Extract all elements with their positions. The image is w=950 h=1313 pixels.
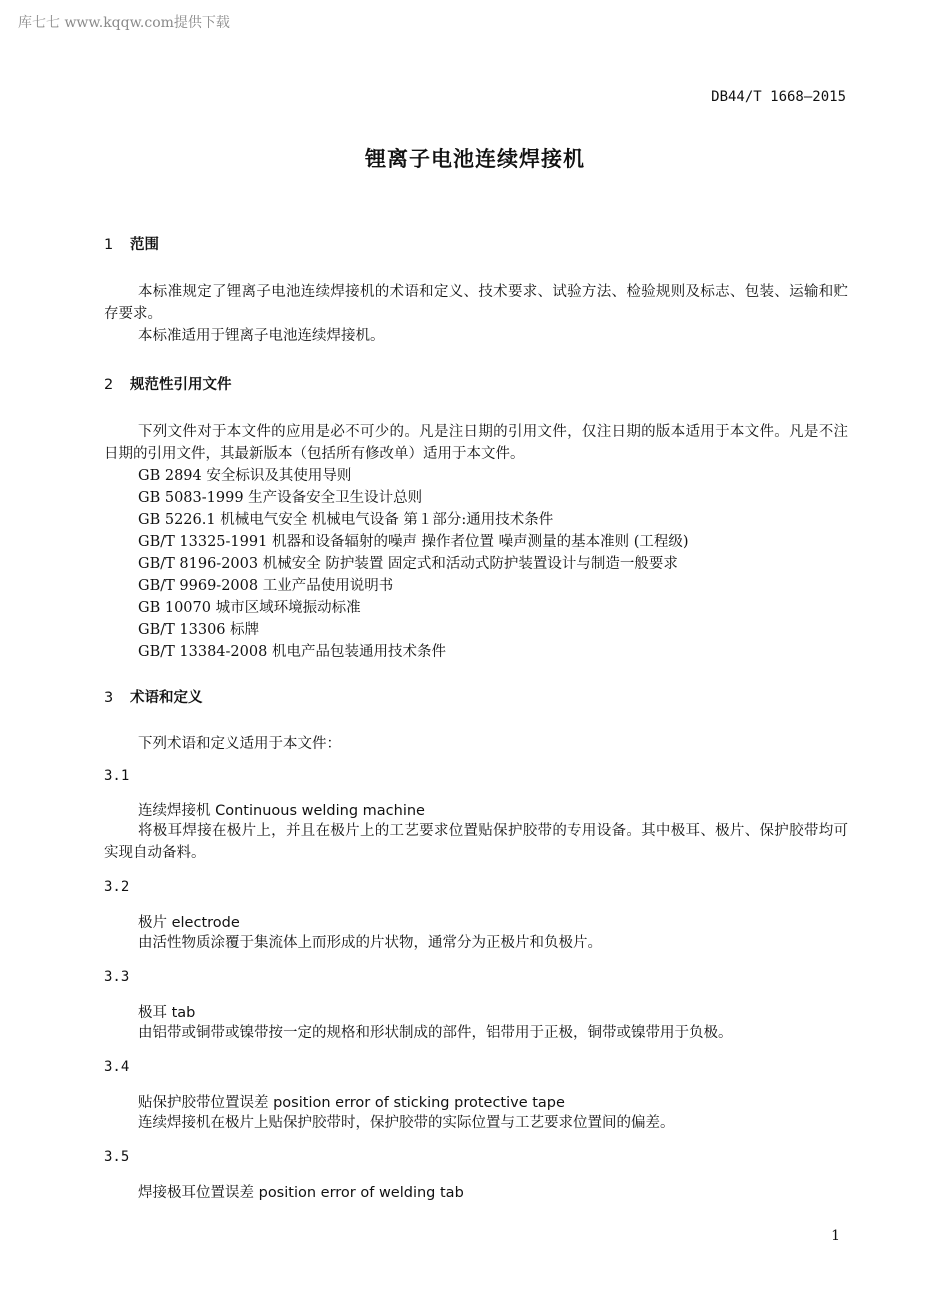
section-1-paragraph-1: 本标准规定了锂离子电池连续焊接机的术语和定义、技术要求、试验方法、检验规则及标志、包装、运输和贮存要求。 (104, 284, 848, 322)
reference-item: GB/T 9969-2008 工业产品使用说明书 (138, 578, 394, 594)
term-name: 焊接极耳位置误差 position error of welding tab (138, 1185, 464, 1201)
document-title: 锂离子电池连续焊接机 (365, 147, 585, 171)
term-name: 极耳 tab (138, 1005, 196, 1021)
section-number: 3 (104, 690, 114, 706)
watermark-text: 库七七 www.kqqw.com提供下载 (18, 15, 230, 31)
section-2-heading (104, 373, 232, 394)
reference-item: GB/T 13384-2008 机电产品包装通用技术条件 (138, 644, 446, 660)
section-title: 规范性引用文件 (130, 377, 232, 393)
section-1-paragraph-2: 本标准适用于锂离子电池连续焊接机。 (138, 328, 385, 344)
term-number: 3.4 (104, 1059, 130, 1075)
term-definition: 连续焊接机在极片上贴保护胶带时，保护胶带的实际位置与工艺要求位置间的偏差。 (138, 1115, 675, 1131)
reference-item: GB 5083-1999 生产设备安全卫生设计总则 (138, 490, 423, 506)
term-name: 极片 electrode (138, 915, 240, 931)
section-3-heading (104, 686, 203, 707)
section-title: 范围 (130, 237, 159, 253)
term-number: 3.3 (104, 969, 130, 985)
reference-item: GB/T 8196-2003 机械安全 防护装置 固定式和活动式防护装置设计与制造一般要求 (138, 556, 678, 572)
section-2-paragraph-1: 下列文件对于本文件的应用是必不可少的。凡是注日期的引用文件，仅注日期的版本适用于本文件。凡是不注日期的引用文件，其最新版本（包括所有修改单）适用于本文件。 (104, 424, 848, 462)
section-1-heading (104, 233, 159, 254)
term-number: 3.5 (104, 1149, 130, 1165)
term-name: 连续焊接机 Continuous welding machine (138, 803, 425, 819)
document-code: DB44/T 1668—2015 (711, 89, 846, 105)
section-title: 术语和定义 (130, 690, 203, 706)
reference-item: GB/T 13306 标牌 (138, 622, 260, 638)
page-number: 1 (831, 1228, 840, 1244)
term-number: 3.1 (104, 768, 130, 784)
reference-item: GB 10070 城市区域环境振动标准 (138, 600, 361, 616)
section-3-intro: 下列术语和定义适用于本文件： (138, 736, 341, 752)
reference-item: GB 5226.1 机械电气安全 机械电气设备 第１部分:通用技术条件 (138, 512, 554, 528)
section-number: 2 (104, 377, 114, 393)
term-number: 3.2 (104, 879, 130, 895)
section-number: 1 (104, 237, 114, 253)
reference-item: GB 2894 安全标识及其使用导则 (138, 468, 352, 484)
term-definition: 由铝带或铜带或镍带按一定的规格和形状制成的部件，铝带用于正极，铜带或镍带用于负极。 (138, 1025, 733, 1041)
term-definition: 由活性物质涂覆于集流体上而形成的片状物，通常分为正极片和负极片。 (138, 935, 602, 951)
term-name: 贴保护胶带位置误差 position error of sticking protective tape (138, 1095, 565, 1111)
reference-item: GB/T 13325-1991 机器和设备辐射的噪声 操作者位置 噪声测量的基本准则 (工程级) (138, 534, 689, 550)
term-definition: 将极耳焊接在极片上，并且在极片上的工艺要求位置贴保护胶带的专用设备。其中极耳、极片、保护胶带均可实现自动备料。 (104, 823, 848, 861)
